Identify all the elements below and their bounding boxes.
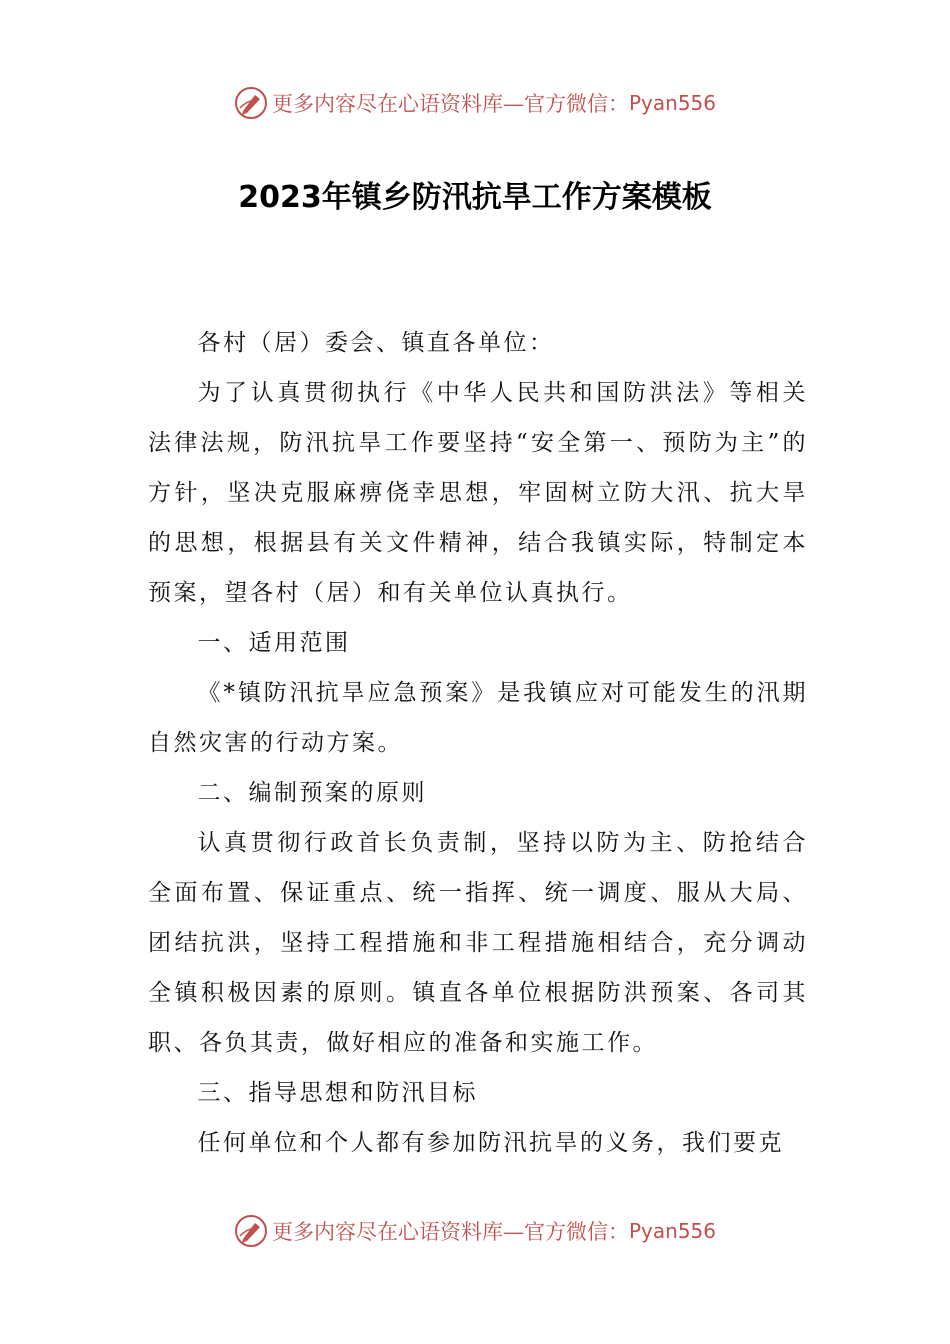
document-title: 2023年镇乡防汛抗旱工作方案模板 [238, 180, 712, 215]
paragraph: 《*镇防汛抗旱应急预案》是我镇应对可能发生的汛期自然灾害的行动方案。 [148, 680, 808, 756]
header-banner [0, 80, 950, 126]
section-heading: 三、指导思想和防汛目标 [197, 1080, 478, 1106]
paragraph: 任何单位和个人都有参加防汛抗旱的义务，我们要克 [197, 1130, 784, 1156]
paragraph: 为了认真贯彻执行《中华人民共和国防洪法》等相关法律法规，防汛抗旱工作要坚持“安全第一、预防为主”的方针，坚决克服麻痹侥幸思想，牢固树立防大汛、抗大旱的思想，根据县有关文件精神，结合我镇实际，特制定本预案，望各村（居）和有关单位认真执行。 [148, 380, 808, 606]
banner-wechat-id: Pyan556 [628, 91, 716, 115]
pen-nib-logo-icon [234, 1214, 268, 1248]
banner-wechat-id: Pyan556 [628, 1219, 716, 1243]
section-heading: 二、编制预案的原则 [197, 780, 427, 806]
document-body [148, 318, 808, 1168]
pen-nib-logo-icon [234, 86, 268, 120]
section-heading: 一、适用范围 [197, 630, 351, 656]
banner-text: 更多内容尽在心语资料库—官方微信： [271, 1220, 629, 1244]
salutation: 各村（居）委会、镇直各单位： [197, 330, 555, 356]
banner-text: 更多内容尽在心语资料库—官方微信： [271, 92, 629, 116]
paragraph: 认真贯彻行政首长负责制，坚持以防为主、防抢结合全面布置、保证重点、统一指挥、统一调度、服从大局、团结抗洪，坚持工程措施和非工程措施相结合，充分调动全镇积极因素的原则。镇直各单位根据防洪预案、各司其职、各负其责，做好相应的准备和实施工作。 [148, 830, 808, 1056]
footer-banner [0, 1208, 950, 1254]
